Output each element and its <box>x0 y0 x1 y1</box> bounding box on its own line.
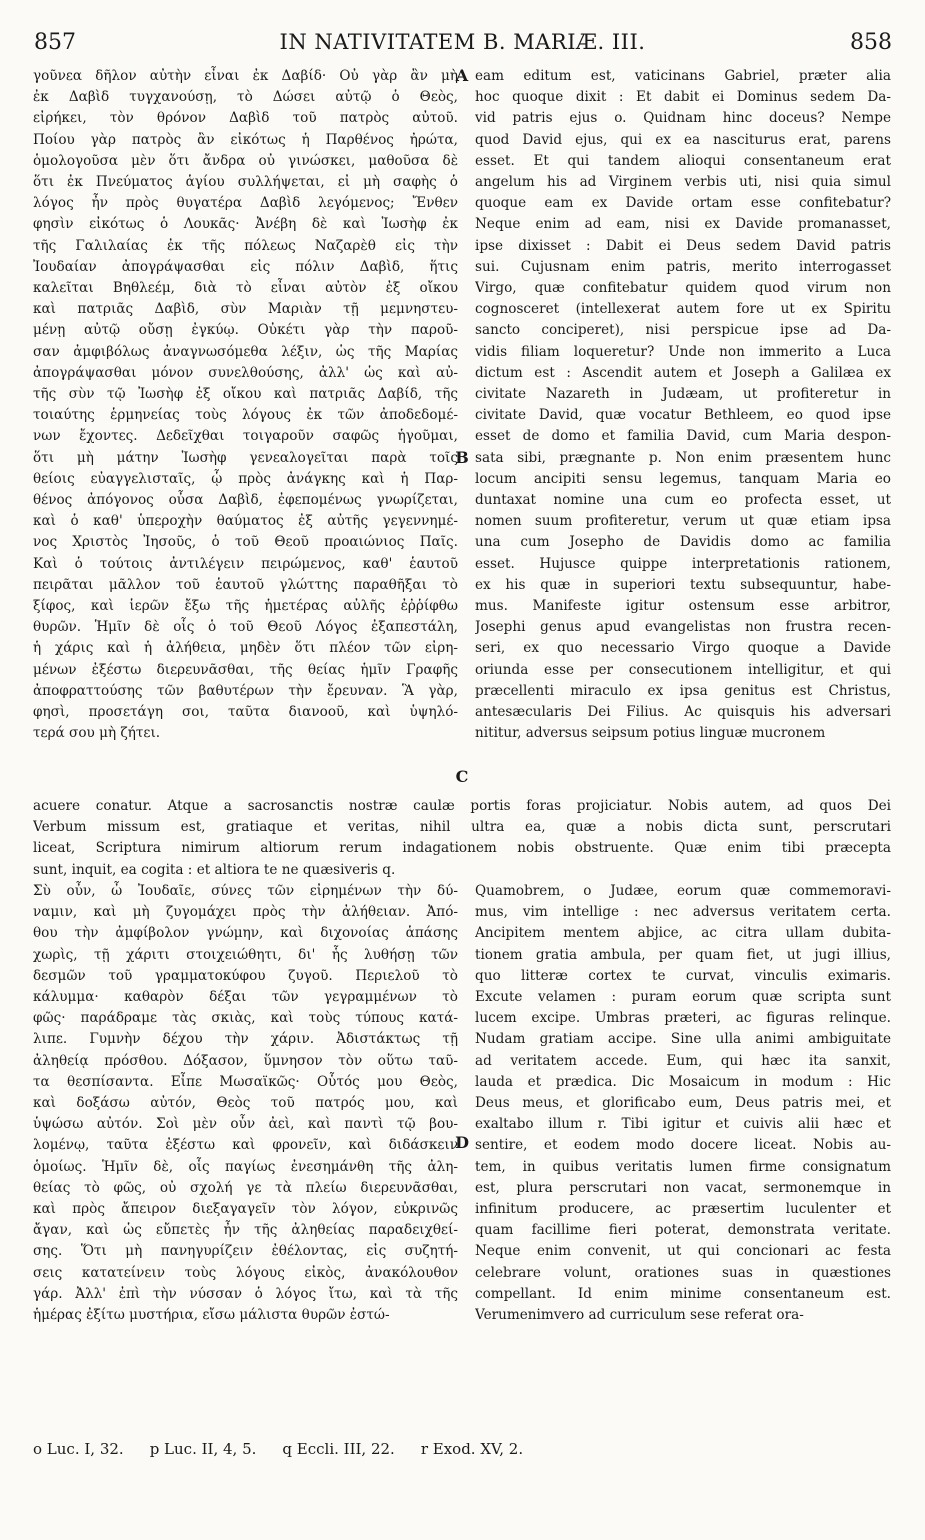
text-line: σης. Ὅτι μὴ πανηγυρίζειν ἐθέλοντας, εἰς συζητή- <box>33 1243 458 1260</box>
latin-column-top <box>475 66 891 745</box>
text-line: Excute velamen : puram eorum quæ scripta sunt <box>475 989 891 1006</box>
text-line: ἀποφραττούσης τῶν βαθυτέρων τὴν ἔρευναν. Ἃ γὰρ, <box>33 682 458 699</box>
footnote: r Exod. XV, 2. <box>420 1440 524 1458</box>
text-line: Quamobrem, o Judæe, eorum quæ commemoravi- <box>475 883 891 899</box>
text-line: θου τὴν ἀμφίβολον γνώμην, καὶ διχονοίας ἁπάσης <box>33 925 458 942</box>
text-line: θυρῶν. Ἡμῖν δὲ οἷς ὁ τοῦ Θεοῦ Λόγος ἐξαπεστάλη, <box>33 619 458 636</box>
text-line: vid patris ejus o. Quidnam hinc doceus? Nempe <box>475 110 891 127</box>
text-line: θείας τὸ φῶς, οὐ σχολή γε τὰ πλείω διερευνᾶσθαι, <box>33 1179 458 1196</box>
text-line: Ποίου γὰρ πατρὸς ἂν εἰκότως ἡ Παρθένος ἠρώτα, <box>33 131 458 148</box>
text-line: civitate Nazareth in Judæam, ut profiteretur in <box>475 386 891 403</box>
text-line: Neque enim ad eam, nisi ex Davide promanasset, <box>475 216 891 233</box>
text-line: καλεῖται Βηθλεέμ, διὰ τὸ εἶναι αὐτὸν ἐξ οἴκου <box>33 280 458 297</box>
text-line: τερά σου μὴ ζήτει. <box>33 725 161 742</box>
text-line: duntaxat nomine una cum eo profecta esset, ut <box>475 492 891 509</box>
text-line: Ἰουδαίαν ἀπογράψασθαι εἰς πόλιν Δαβὶδ, ἥτις <box>33 258 458 275</box>
text-line: Neque enim convenit, ut qui concionari ac festa <box>475 1243 891 1260</box>
text-line: σεις κατατείνειν τοὺς λόγους εἰκὸς, ἀνακόλουθον <box>33 1264 458 1281</box>
text-line: γάρ. Ἀλλ' ἐπὶ τὴν νύσσαν ὁ λόγος ἴτω, καὶ τὰ τῆς <box>33 1285 458 1302</box>
text-line: μένων ἐξέστω διερευνᾶσθαι, τῆς θείας ἡμῖν Γραφῆς <box>33 661 458 678</box>
text-line: κάλυμμα· καθαρὸν δέξαι τῶν γεγραμμένων τὸ <box>33 989 458 1006</box>
text-line: γοῦνεα δῆλον αὐτὴν εἶναι ἐκ Δαβίδ· Οὐ γὰρ ἂν μὴ <box>33 68 458 84</box>
text-line: νων ἔχοντες. Δεδεῖχθαι τοιγαροῦν σαφῶς ἡγοῦμαι, <box>33 428 458 445</box>
text-line: sancto conciperet), nisi perspicue ipse ad Da- <box>475 322 891 339</box>
text-line: χωρὶς, τῇ χάριτι στοιχειώθητι, δι' ἧς λυθήσῃ τῶν <box>33 946 458 963</box>
text-line: φησὶν εἰκότως ὁ Λουκᾶς· Ἀνέβη δὲ καὶ Ἰωσὴφ ἐκ <box>33 216 458 233</box>
footnotes <box>33 1440 891 1458</box>
text-line: Virgo, quæ confitebatur quidem quod virum non <box>475 280 891 297</box>
text-line: oriunda esse per consecutionem intelligitur, et qui <box>475 661 891 678</box>
text-line: ὅτι μὴ μάτην Ἰωσὴφ γενεαλογεῖται παρὰ τοῖς <box>33 449 458 466</box>
text-line: quo litteræ cortex te curvat, vinculis eximaris. <box>475 967 891 984</box>
running-header <box>0 0 925 60</box>
text-line: esset. Hujusce quippe interpretationis rationem, <box>475 555 891 572</box>
text-line: καὶ ὁ καθ' ὑπεροχὴν θαύματος ἐξ αὐτῆς γεγεννημέ- <box>33 513 458 530</box>
text-line: mus, vim intellige : nec adversus veritatem certa. <box>475 904 891 921</box>
text-line: quod David ejus, qui ex ea nasciturus erat, parens <box>475 131 891 148</box>
text-line: Verbum missum est, gratiaque et veritas, nihil ultra ea, quæ a nobis dicta sunt, perscrutari <box>33 819 891 836</box>
text-line: seri, ex quo necessario Virgo quoque a Davide <box>475 640 891 657</box>
margin-marker-d: D <box>455 1133 469 1152</box>
text-line: sentire, et eodem modo docere liceat. Nobis au- <box>475 1137 891 1154</box>
text-line: sunt, inquit, ea cogita : et altiora te ne quæsiveris q. <box>33 861 396 878</box>
text-line: esset. Et qui tandem alioqui consentaneum erat <box>475 152 891 169</box>
text-line: ἡ χάρις καὶ ἡ ἀλήθεια, μηδὲν ὅτι πλέον τῶν εἰρη- <box>33 640 458 657</box>
text-line: Verumenimvero ad curriculum sese referat ora- <box>475 1307 804 1324</box>
text-line: liceat, Scriptura nimirum altiorum rerum indagationem nobis obstruente. Quæ enim tibi præcepta <box>33 840 891 857</box>
latin-column-bottom <box>475 881 891 1326</box>
text-line: quam facillime fieri poterat, demonstrata veritate. <box>475 1222 891 1239</box>
text-line: eam editum est, vaticinans Gabriel, præter alia <box>475 68 891 84</box>
running-title: IN NATIVITATEM B. MARIÆ. III. <box>279 30 646 54</box>
text-line: λόγος ἦν πρὸς θυγατέρα Δαβὶδ λεγόμενος; Ἔνθεν <box>33 195 458 212</box>
text-line: ὁμολογοῦσα μὲν ὅτι ἄνδρα οὐ γινώσκει, μαθοῦσα δὲ <box>33 152 458 169</box>
text-line: καὶ πρὸς ἄπειρον διεξαγαγεῖν τὸν λόγον, εὐκρινῶς <box>33 1201 458 1218</box>
text-line: acuere conatur. Atque a sacrosanctis nostræ caulæ portis foras projiciatur. Nobis autem, ad quos Dei <box>33 798 891 814</box>
footnote: p Luc. II, 4, 5. <box>149 1440 257 1458</box>
text-line: ἡμέρας ἐξίτω μυστήρια, εἴσω μάλιστα θυρῶν ἐστώ- <box>33 1307 390 1324</box>
text-line: locum ancipiti sensu legemus, tanquam Maria eo <box>475 470 891 487</box>
text-line: exaltabo illum r. Tibi igitur et cuivis alii hæc et <box>475 1116 891 1133</box>
text-line: compellant. Id enim minime consentaneum est. <box>475 1285 891 1302</box>
page-number-right: 858 <box>850 30 892 55</box>
text-line: ex his quæ in superiori textu subsequuntur, habe- <box>475 576 891 593</box>
text-line: λιπε. Γυμνὴν δέχου τὴν χάριν. Ἀδιστάκτως τῇ <box>33 1031 458 1048</box>
text-line: ναμιν, καὶ μὴ ζυγομάχει πρὸς τὴν ἀλήθειαν. Ἀπό- <box>33 904 458 921</box>
text-line: una cum Josepho de Davidis domo ac familia <box>475 534 891 551</box>
text-line: μένῃ αὐτῷ οὔσῃ ἐγκύῳ. Οὐκέτι γὰρ τὴν παροῦ- <box>33 322 458 339</box>
text-line: εἰρήκει, τὸν θρόνον Δαβὶδ τοῦ πατρὸς αὐτοῦ. <box>33 110 458 127</box>
text-line: celebrare volunt, orationes suas in quæstiones <box>475 1264 891 1281</box>
text-line: præcellenti miraculo ex ipsa genitus est Christus, <box>475 682 891 699</box>
text-line: lauda et prædica. Dic Mosaicum in modum : Hic <box>475 1073 891 1090</box>
text-line: πειρᾶται μᾶλλον τοῦ ἑαυτοῦ γλώττης παραθῆξαι τὸ <box>33 576 458 593</box>
footnote: o Luc. I, 32. <box>33 1440 124 1458</box>
text-line: lucem excipe. Umbras præteri, ac figuras relinque. <box>475 1010 891 1027</box>
greek-column-top <box>33 66 458 745</box>
text-line: tem, in quibus veritatis lumen firme consignatum <box>475 1158 891 1175</box>
text-line: ἀληθείᾳ πρόσθου. Δόξασον, ὕμνησον τὸν οὕτω ταῦ- <box>33 1052 458 1069</box>
text-line: infinitum producere, ac præsertim luculenter et <box>475 1201 891 1218</box>
text-line: τοιαύτης ἑρμηνείας τοὺς λόγους ἐκ τῶν ἀποδεδομέ- <box>33 407 458 424</box>
text-line: τῆς σὺν τῷ Ἰωσὴφ ἐξ οἴκου καὶ πατριᾶς Δαβίδ, τῆς <box>33 386 458 403</box>
text-line: nititur, adversus seipsum potius linguæ mucronem <box>475 725 826 742</box>
margin-marker-c: C <box>455 767 469 786</box>
text-line: ἀπογράψασθαι μόνον συνελθούσης, ἀλλ' ὡς καὶ αὐ- <box>33 364 458 381</box>
text-line: φῶς· παράδραμε τὰς σκιὰς, καὶ τοὺς τύπους κατά- <box>33 1010 458 1027</box>
text-line: ipse dixisset : Dabit ei Deus sedem David patris <box>475 237 891 254</box>
margin-marker-a: A <box>455 66 469 85</box>
text-line: Deus meus, et glorificabo eum, Deus patris mei, et <box>475 1095 891 1112</box>
text-line: ὁμοίως. Ἡμῖν δὲ, οἷς παγίως ἐνεσημάνθη τῆς ἀλη- <box>33 1158 458 1175</box>
text-line: Σὺ οὖν, ὦ Ἰουδαῖε, σύνες τῶν εἰρημένων τὴν δύ- <box>33 883 458 899</box>
text-line: λομένῳ, ταῦτα ἐξέστω καὶ φρονεῖν, καὶ διδάσκειν <box>33 1137 458 1154</box>
text-line: νος Χριστὸς Ἰησοῦς, ὁ τοῦ Θεοῦ προαιώνιος Παῖς. <box>33 534 458 551</box>
text-line: φησὶ, προσετάγη σοι, ταῦτα διανοοῦ, καὶ ὑψηλό- <box>33 704 458 721</box>
text-line: τῆς Γαλιλαίας ἐκ τῆς πόλεως Ναζαρὲθ εἰς τὴν <box>33 237 458 254</box>
text-line: ξίφος, καὶ ἱερῶν ἔξω τῆς ἡμετέρας αὐλῆς ἐῤῥίφθω <box>33 598 458 615</box>
text-line: hoc quoque dixit : Et dabit ei Dominus sedem Da- <box>475 89 891 106</box>
text-line: quoque eam ex Davide ortam esse confitebatur? <box>475 195 891 212</box>
text-line: mus. Manifeste igitur ostensum esse arbitror, <box>475 598 891 615</box>
greek-column-bottom <box>33 881 458 1326</box>
text-line: sata sibi, prægnante p. Non enim præsentem hunc <box>475 449 891 466</box>
text-line: Ancipitem mentem abjice, ac citra ullam dubita- <box>475 925 891 942</box>
text-line: ὅτι ἐκ Πνεύματος ἁγίου συλλήψεται, εἰ μὴ σαφὴς ὁ <box>33 174 458 191</box>
full-width-paragraph <box>33 796 891 881</box>
text-line: ἐκ Δαβὶδ τυγχανούσῃ, τὸ Δώσει αὐτῷ ὁ Θεὸς, <box>33 89 458 106</box>
text-line: civitate David, quæ vocatur Bethleem, eo quod ipse <box>475 407 891 424</box>
text-line: δεσμῶν τοῦ γραμματοκύφου ζυγοῦ. Περιελοῦ τὸ <box>33 967 458 984</box>
text-line: tionem gratia ambula, per quam fiet, ut jugi illius, <box>475 946 891 963</box>
text-line: est, plura perscrutari non vacat, sermonemque in <box>475 1179 891 1196</box>
text-line: σαν ἀμφιβόλως ἀναγνωσόμεθα λέξιν, ὡς τῆς Μαρίας <box>33 343 458 360</box>
text-line: θένος ἀπόγονος οὖσα Δαβὶδ, ἐφεπομένως γνωρίζεται, <box>33 492 458 509</box>
footnote: q Eccli. III, 22. <box>282 1440 395 1458</box>
text-line: ὑψώσω αὐτόν. Σοὶ μὲν οὖν ἀεὶ, καὶ παντὶ τῷ βου- <box>33 1116 458 1133</box>
text-line: Josephi genus apud evangelistas non frustra recen- <box>475 619 891 636</box>
margin-marker-b: B <box>455 448 469 467</box>
text-line: dictum est : Ascendit autem et Joseph a Galilæa ex <box>475 364 891 381</box>
text-line: Nudam gratiam accipe. Sine ulla animi ambiguitate <box>475 1031 891 1048</box>
text-line: καὶ πατριᾶς Δαβὶδ, σὺν Μαριὰν τῇ μεμνηστευ- <box>33 301 458 318</box>
text-line: nomen suum profiteretur, verum ut quæ etiam ipsa <box>475 513 891 530</box>
text-line: θείοις εὐαγγελισταῖς, ᾧ πρὸς ἀνάγκης καὶ ἡ Παρ- <box>33 470 458 487</box>
text-line: ad veritatem accede. Eum, qui hæc ita sanxit, <box>475 1052 891 1069</box>
text-line: ἄγαν, καὶ ὡς εὔπετὲς ἦν τῆς ἀληθείας παραδειχθεί- <box>33 1222 458 1239</box>
text-line: τα θεσπίσαντα. Εἶπε Μωσαϊκῶς· Οὗτός μου Θεὸς, <box>33 1073 458 1090</box>
text-line: antesæcularis Dei Filius. Ac quisquis his adversari <box>475 704 891 721</box>
text-line: esset de domo et familia David, cum Maria despon- <box>475 428 891 445</box>
text-line: vidis filiam loqueretur? Unde non immerito a Luca <box>475 343 891 360</box>
text-line: Καὶ ὁ τούτοις ἀντιλέγειν πειρώμενος, καθ' ἑαυτοῦ <box>33 555 458 572</box>
text-line: angelum his ad Virginem verbis uti, nisi quia simul <box>475 174 891 191</box>
text-line: cognosceret (intellexerat autem fore ut ex Spiritu <box>475 301 891 318</box>
text-line: sui. Cujusnam enim patris, merito interrogasset <box>475 258 891 275</box>
page-number-left: 857 <box>34 30 76 55</box>
text-line: καὶ δοξάσω αὐτόν, Θεὸς τοῦ πατρός μου, καὶ <box>33 1095 458 1112</box>
